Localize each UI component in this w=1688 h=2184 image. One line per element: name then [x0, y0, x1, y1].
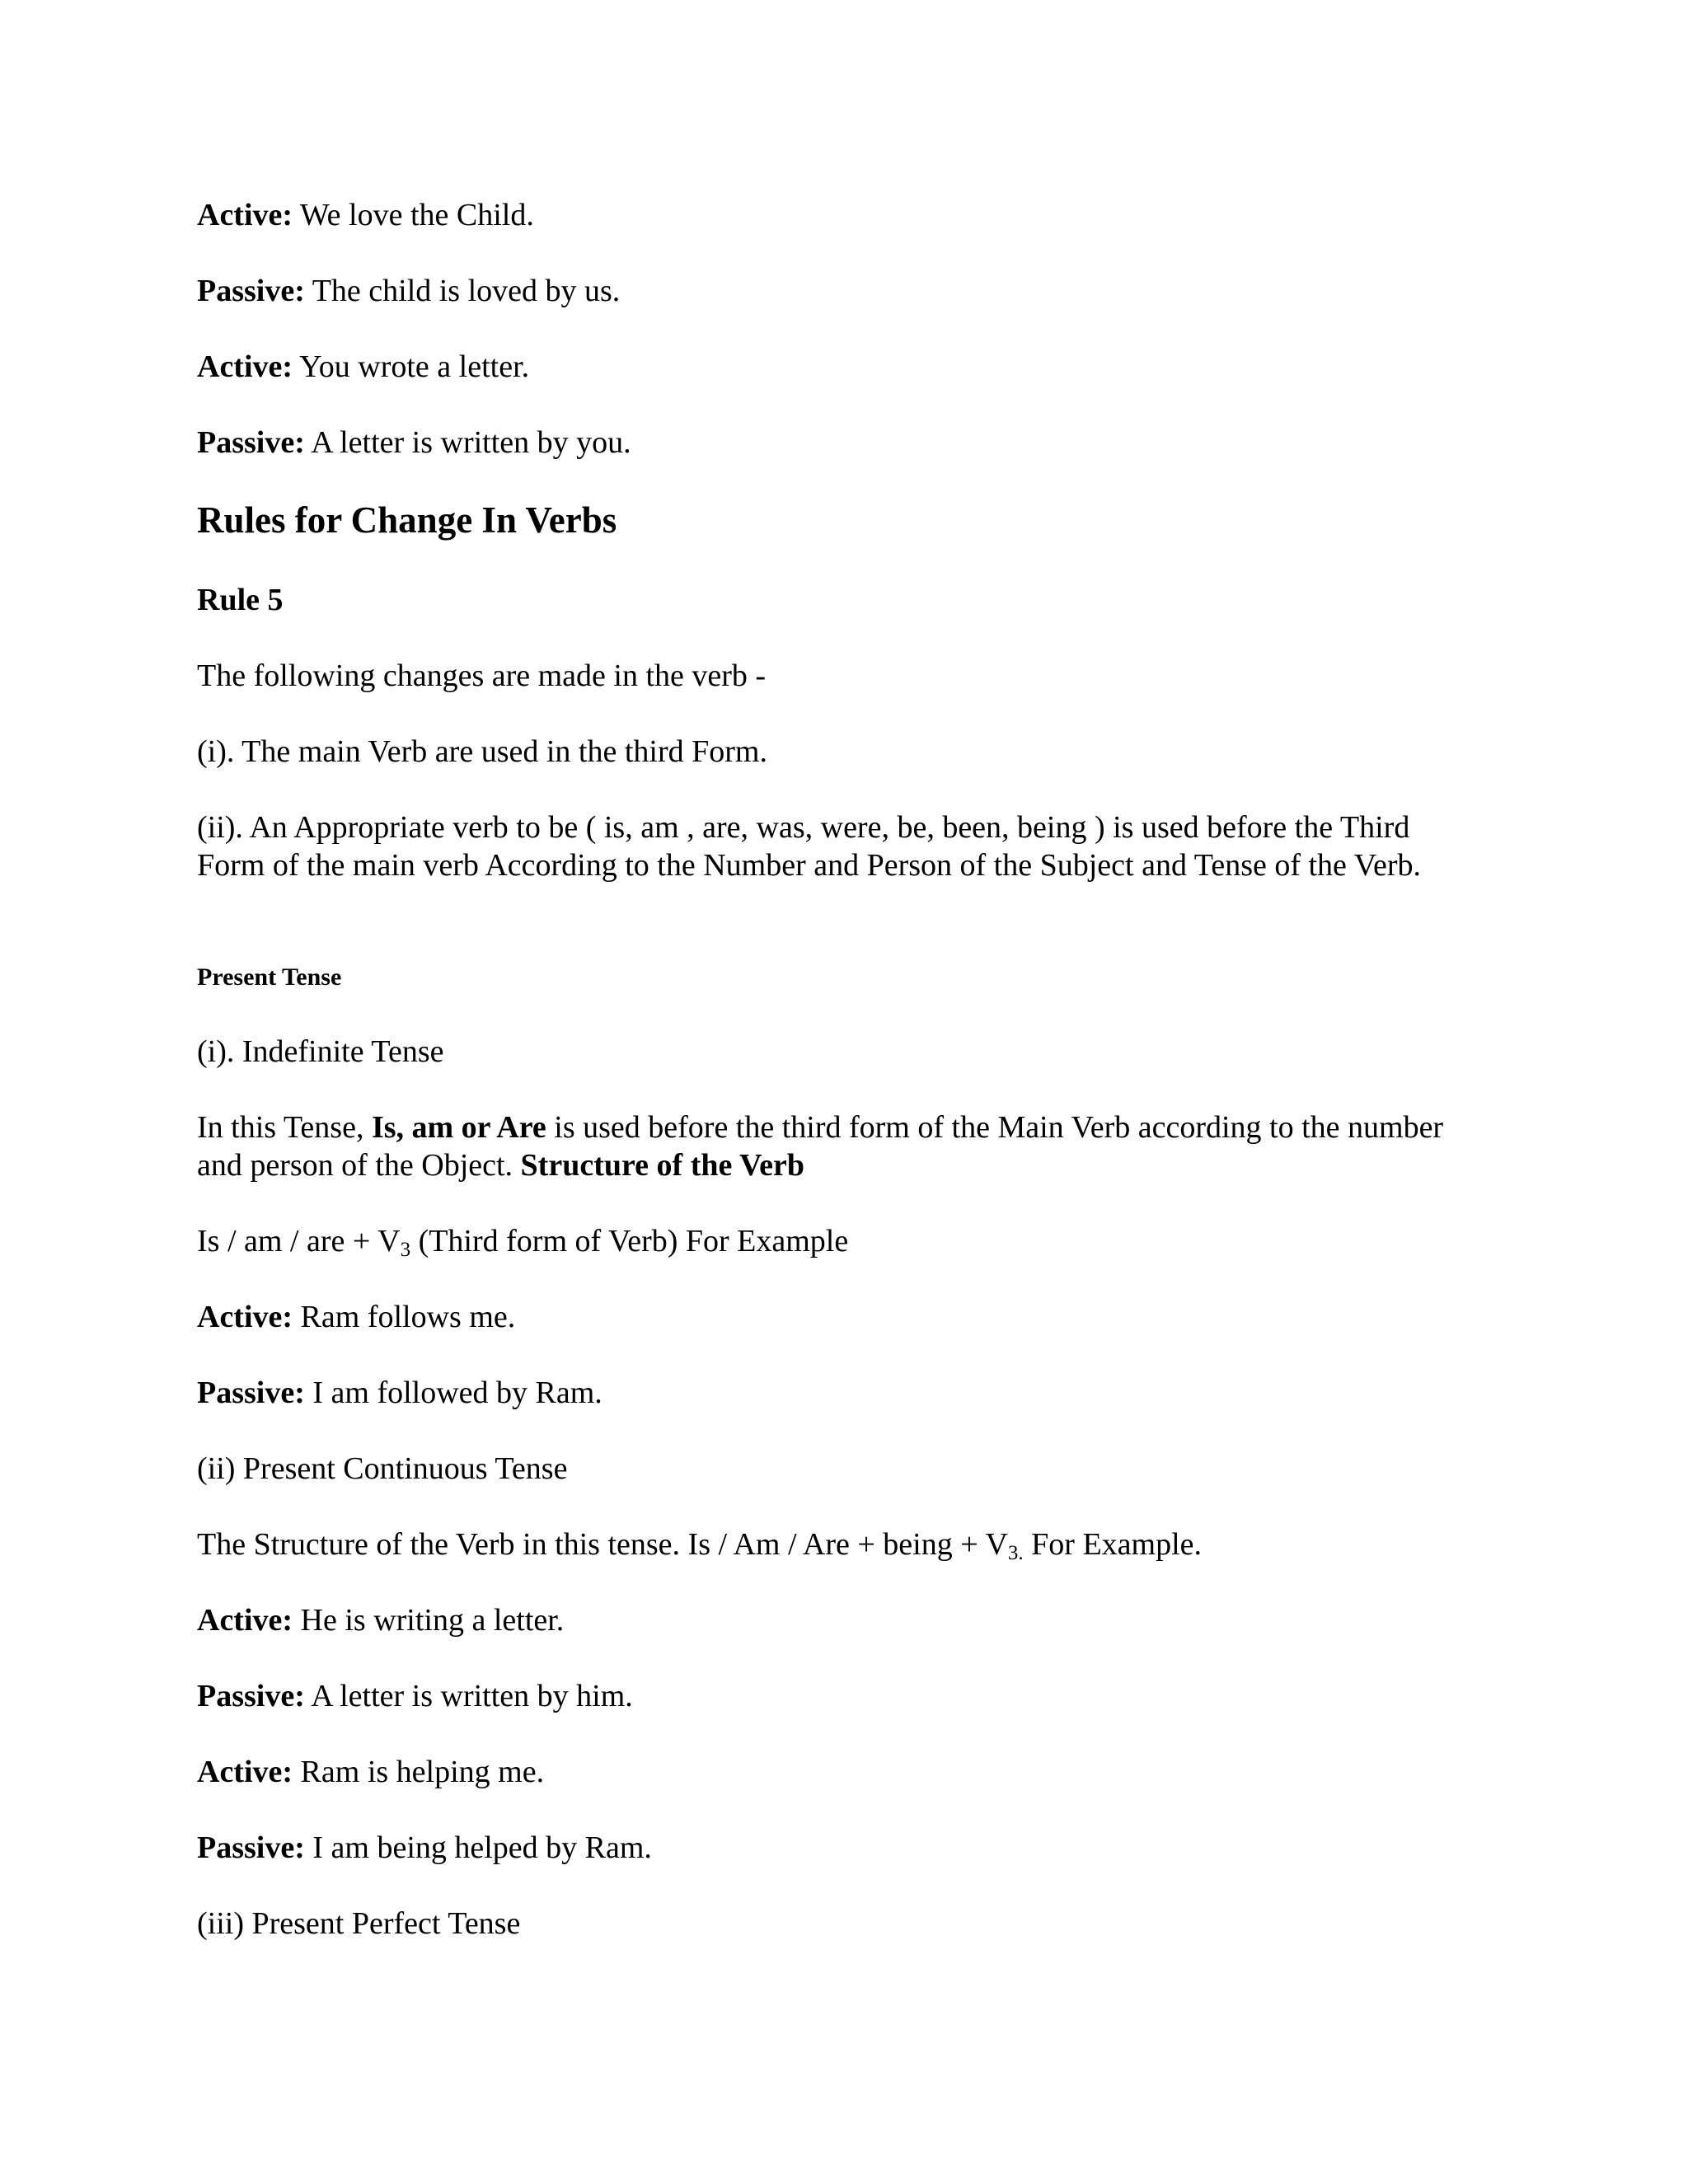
label-passive: Passive:: [197, 1830, 305, 1865]
example-line: [197, 424, 631, 462]
label-passive: Passive:: [197, 1679, 305, 1713]
label-passive: Passive:: [197, 1376, 305, 1410]
text-span: In this Tense,: [197, 1110, 372, 1145]
label-passive: Passive:: [197, 425, 305, 460]
bold-span: Structure of the Verb: [520, 1148, 804, 1183]
label-active: Active:: [197, 1755, 293, 1789]
sentence: Ram is helping me.: [293, 1755, 545, 1789]
example-line: [197, 196, 534, 234]
label-passive: Passive:: [197, 274, 305, 308]
sentence: We love the Child.: [293, 198, 534, 232]
label-active: Active:: [197, 1603, 293, 1638]
sentence: I am being helped by Ram.: [304, 1830, 652, 1865]
example-line: [197, 272, 620, 310]
section-heading: Rules for Change In Verbs: [197, 499, 617, 541]
text-span: Is / am / are + V: [197, 1224, 401, 1258]
continuous-title: (ii) Present Continuous Tense: [197, 1451, 568, 1486]
label-active: Active:: [197, 349, 293, 384]
text-span: (Third form of Verb) For Example: [410, 1224, 849, 1258]
intro-text: The following changes are made in the verb -: [197, 658, 767, 693]
subscript: 3: [400, 1239, 411, 1261]
text-span: For Example.: [1023, 1527, 1203, 1562]
sentence: You wrote a letter.: [293, 349, 530, 384]
bold-span: Is, am or Are: [371, 1110, 546, 1145]
indefinite-description: [197, 1108, 1483, 1184]
text-span: is used before the third form of the Main Verb according to the number and person of the Object.: [197, 1110, 1444, 1183]
example-line: [197, 1601, 564, 1639]
indefinite-title: (i). Indefinite Tense: [197, 1034, 444, 1069]
rule-heading: Rule 5: [197, 583, 284, 617]
text-span: The Structure of the Verb in this tense. Is / Am / Are + being + V: [197, 1527, 1008, 1562]
example-line: [197, 1677, 633, 1715]
subscript: 3.: [1007, 1542, 1024, 1564]
sentence: Ram follows me.: [293, 1300, 516, 1334]
perfect-title: (iii) Present Perfect Tense: [197, 1906, 521, 1941]
label-active: Active:: [197, 1300, 293, 1334]
present-tense-heading: Present Tense: [197, 963, 342, 991]
example-line: [197, 1753, 544, 1791]
point-1: (i). The main Verb are used in the third Form.: [197, 734, 767, 769]
point-2: (ii). An Appropriate verb to be ( is, am , are, was, were, be, been, being ) is used before the Third Form of the main verb According to the Number and Person of the Subject and Tense of the Verb.: [197, 810, 1421, 883]
example-line: [197, 1298, 515, 1336]
sentence: The child is loved by us.: [304, 274, 621, 308]
sentence: A letter is written by him.: [304, 1679, 633, 1713]
example-line: [197, 1374, 603, 1412]
sentence: A letter is written by you.: [304, 425, 631, 460]
label-active: Active:: [197, 198, 293, 232]
example-line: [197, 348, 529, 386]
indefinite-structure: [197, 1222, 848, 1260]
continuous-structure: [197, 1526, 1202, 1563]
sentence: I am followed by Ram.: [304, 1376, 603, 1410]
example-line: [197, 1829, 652, 1867]
sentence: He is writing a letter.: [293, 1603, 565, 1638]
